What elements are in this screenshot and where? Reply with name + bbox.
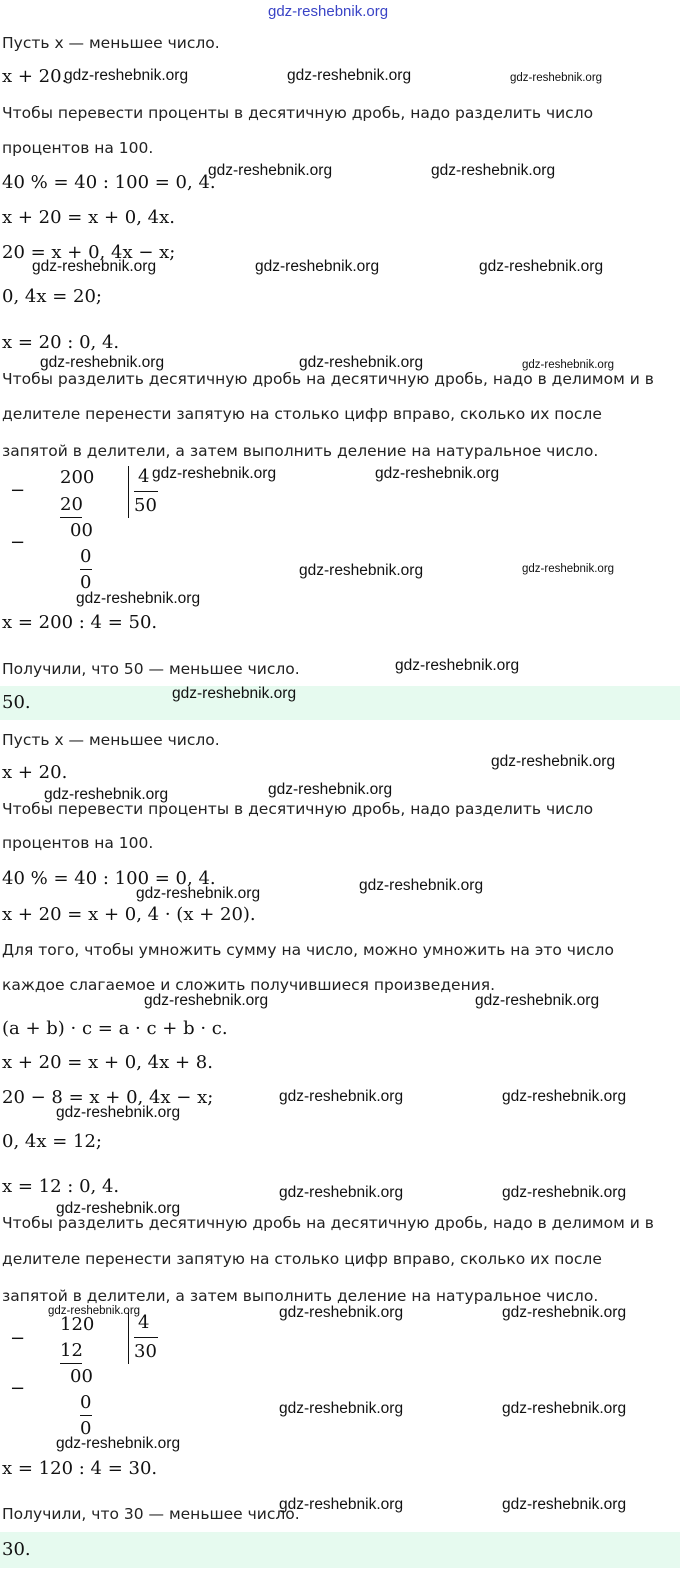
- watermark-text: gdz-reshebnik.org: [299, 562, 424, 579]
- divisor: 4: [138, 1312, 150, 1333]
- watermark-text: gdz-reshebnik.org: [40, 354, 165, 371]
- watermark-text: gdz-reshebnik.org: [431, 162, 556, 179]
- watermark-text: gdz-reshebnik.org: [395, 657, 520, 674]
- watermark-text: gdz-reshebnik.org: [287, 67, 412, 84]
- subtrahend: 0: [80, 1392, 92, 1413]
- math-line: x = 120 : 4 = 30.: [2, 1458, 158, 1479]
- remainder: 00: [70, 1366, 93, 1387]
- subtrahend: 0: [80, 546, 92, 567]
- text-line: Пусть x — меньшее число.: [2, 731, 220, 749]
- math-line: x = 12 : 0, 4.: [2, 1176, 120, 1197]
- watermark-text: gdz-reshebnik.org: [268, 781, 393, 798]
- underline: [80, 1415, 92, 1416]
- watermark-text: gdz-reshebnik.org: [56, 1435, 181, 1452]
- math-line: x + 20 = x + 0, 4x.: [2, 207, 176, 228]
- watermark-text: gdz-reshebnik.org: [510, 72, 603, 84]
- dividend: 200: [60, 467, 95, 488]
- math-line: 20 − 8 = x + 0, 4x − x;: [2, 1087, 214, 1108]
- text-line: запятой в делители, а затем выполнить деление на натуральное число.: [2, 442, 599, 460]
- divisor-line: [134, 1337, 158, 1338]
- minus-sign: −: [10, 532, 26, 553]
- text-line: Для того, чтобы умножить сумму на число, можно умножить на это число: [2, 941, 614, 959]
- watermark-text: gdz-reshebnik.org: [152, 465, 277, 482]
- math-line: x + 20 = x + 0, 4 · (x + 20).: [2, 904, 256, 925]
- watermark-text: gdz-reshebnik.org: [279, 1088, 404, 1105]
- math-line: 40 % = 40 : 100 = 0, 4.: [2, 172, 216, 193]
- text-line: делителе перенести запятую на столько цифр вправо, сколько их после: [2, 1250, 602, 1268]
- watermark-text: gdz-reshebnik.org: [48, 1305, 141, 1317]
- text-line: Пусть x — меньшее число.: [2, 34, 220, 52]
- watermark-text: gdz-reshebnik.org: [479, 258, 604, 275]
- watermark-text: gdz-reshebnik.org: [522, 563, 615, 575]
- math-line: x + 20 = x + 0, 4x + 8.: [2, 1052, 213, 1073]
- text-line: Чтобы перевести проценты в десятичную дробь, надо разделить число: [2, 104, 594, 122]
- math-line: 0, 4x = 20;: [2, 286, 102, 307]
- underline: [60, 517, 82, 518]
- divisor: 4: [138, 466, 150, 487]
- math-line: 20 = x + 0, 4x − x;: [2, 242, 176, 263]
- watermark-text: gdz-reshebnik.org: [279, 1496, 404, 1513]
- math-line: 40 % = 40 : 100 = 0, 4.: [2, 868, 216, 889]
- text-line: делителе перенести запятую на столько цифр вправо, сколько их после: [2, 405, 602, 423]
- remainder: 0: [80, 1418, 92, 1439]
- text-line: Чтобы перевести проценты в десятичную дробь, надо разделить число: [2, 800, 594, 818]
- quotient: 50: [134, 495, 157, 516]
- underline: [60, 1363, 82, 1364]
- text-line: процентов на 100.: [2, 139, 154, 157]
- division-bar: [128, 466, 129, 518]
- minus-sign: −: [10, 1378, 26, 1399]
- watermark-text: gdz-reshebnik.org: [76, 590, 201, 607]
- remainder: 0: [80, 572, 92, 593]
- answer-value: 50.: [2, 692, 31, 713]
- watermark-text: gdz-reshebnik.org: [56, 1200, 181, 1217]
- watermark-text: gdz-reshebnik.org: [56, 1104, 181, 1121]
- answer-value: 30.: [2, 1539, 31, 1560]
- watermark-text: gdz-reshebnik.org: [136, 885, 261, 902]
- watermark-text: gdz-reshebnik.org: [502, 1400, 627, 1417]
- text-line: Чтобы разделить десятичную дробь на десятичную дробь, надо в делимом и в: [2, 370, 654, 388]
- subtrahend: 12: [60, 1340, 83, 1361]
- answer-box: [0, 1532, 680, 1568]
- division-bar: [128, 1312, 129, 1364]
- watermark-text: gdz-reshebnik.org: [44, 786, 169, 803]
- minus-sign: −: [10, 480, 26, 501]
- remainder: 00: [70, 520, 93, 541]
- dividend: 120: [60, 1314, 95, 1335]
- watermark-text: gdz-reshebnik.org: [172, 685, 297, 702]
- math-line: x = 20 : 0, 4.: [2, 332, 120, 353]
- text-line: каждое слагаемое и сложить получившиеся произведения.: [2, 976, 496, 994]
- watermark-text: gdz-reshebnik.org: [144, 992, 269, 1009]
- math-line: x + 20.: [2, 66, 68, 87]
- text-line: Получили, что 50 — меньшее число.: [2, 660, 300, 678]
- math-line: 0, 4x = 12;: [2, 1131, 102, 1152]
- watermark-text: gdz-reshebnik.org: [502, 1088, 627, 1105]
- watermark-text: gdz-reshebnik.org: [208, 162, 333, 179]
- math-line: x = 200 : 4 = 50.: [2, 612, 158, 633]
- underline: [80, 569, 92, 570]
- text-line: Чтобы разделить десятичную дробь на десятичную дробь, надо в делимом и в: [2, 1214, 654, 1232]
- watermark-text: gdz-reshebnik.org: [491, 753, 616, 770]
- watermark-text: gdz-reshebnik.org: [279, 1400, 404, 1417]
- watermark-text: gdz-reshebnik.org: [279, 1304, 404, 1321]
- watermark-text: gdz-reshebnik.org: [502, 1184, 627, 1201]
- watermark-text: gdz-reshebnik.org: [502, 1496, 627, 1513]
- watermark-text: gdz-reshebnik.org: [32, 258, 157, 275]
- text-line: Получили, что 30 — меньшее число.: [2, 1505, 300, 1523]
- quotient: 30: [134, 1341, 157, 1362]
- watermark-text: gdz-reshebnik.org: [299, 354, 424, 371]
- text-line: процентов на 100.: [2, 834, 154, 852]
- watermark-text: gdz-reshebnik.org: [64, 67, 189, 84]
- site-watermark[interactable]: gdz-reshebnik.org: [268, 3, 389, 20]
- minus-sign: −: [10, 1328, 26, 1349]
- math-line: (a + b) · c = a · c + b · c.: [2, 1018, 228, 1039]
- subtrahend: 20: [60, 494, 83, 515]
- watermark-text: gdz-reshebnik.org: [475, 992, 600, 1009]
- divisor-line: [134, 491, 158, 492]
- watermark-text: gdz-reshebnik.org: [255, 258, 380, 275]
- watermark-text: gdz-reshebnik.org: [279, 1184, 404, 1201]
- answer-box: [0, 686, 680, 720]
- watermark-text: gdz-reshebnik.org: [375, 465, 500, 482]
- watermark-text: gdz-reshebnik.org: [502, 1304, 627, 1321]
- watermark-text: gdz-reshebnik.org: [522, 359, 615, 371]
- math-line: x + 20.: [2, 762, 68, 783]
- watermark-text: gdz-reshebnik.org: [359, 877, 484, 894]
- text-line: запятой в делители, а затем выполнить деление на натуральное число.: [2, 1287, 599, 1305]
